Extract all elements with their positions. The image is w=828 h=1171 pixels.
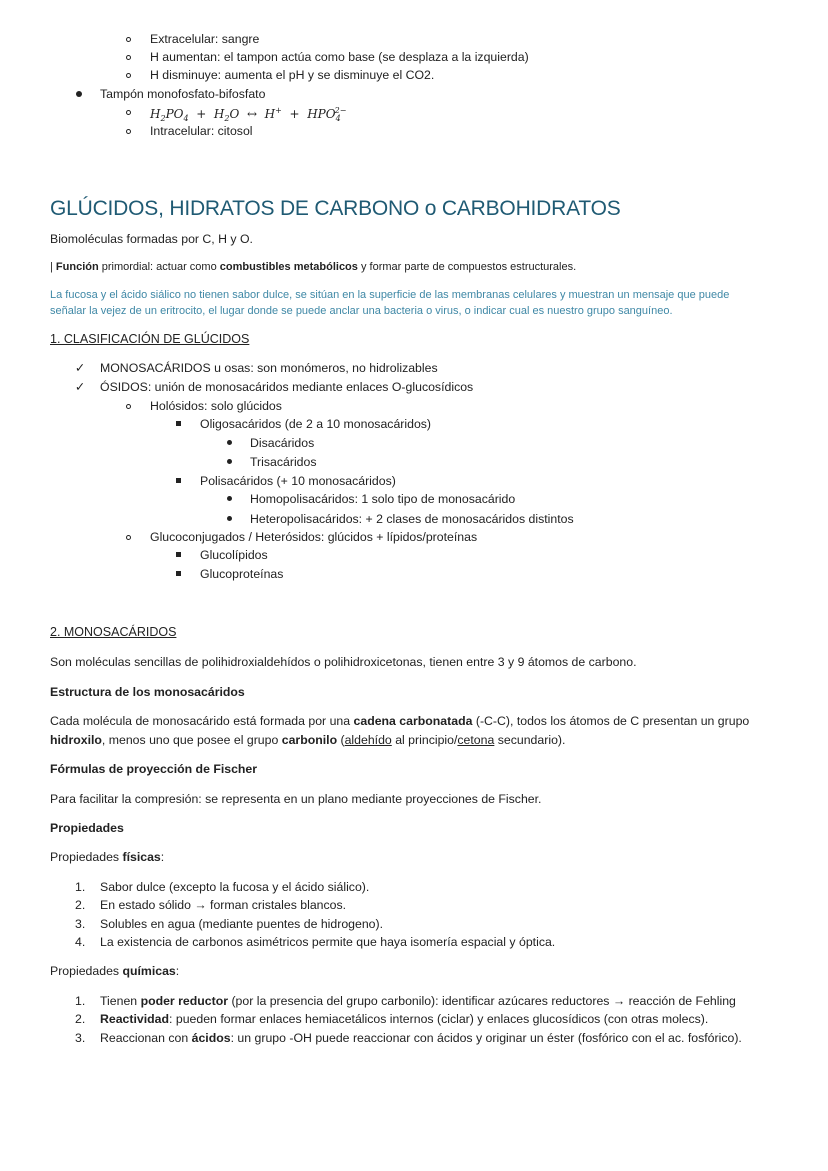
list-number: 2. bbox=[75, 1012, 86, 1026]
bullet-icon bbox=[76, 91, 82, 97]
list-item: Extracelular: sangre bbox=[150, 32, 260, 46]
estructura-line-1: Cada molécula de monosacárido está formada por una cadena carbonatada (-C-C), todos los átomos de C presentan un grupo bbox=[50, 714, 750, 728]
monosacaridos-heading: 2. MONOSACÁRIDOS bbox=[50, 625, 177, 639]
list-item: Reaccionan con ácidos: un grupo -OH puede reaccionar con ácidos y originar un éster (fosfórico con el ac. fosfórico). bbox=[100, 1031, 742, 1045]
list-item: Heteropolisacáridos: + 2 clases de monosacáridos distintos bbox=[250, 512, 574, 526]
circle-bullet-icon bbox=[126, 110, 131, 115]
list-item: Intracelular: citosol bbox=[150, 124, 253, 138]
list-item: Sabor dulce (excepto la fucosa y el ácido siálico). bbox=[100, 880, 370, 894]
circle-bullet-icon bbox=[126, 55, 131, 60]
bullet-icon bbox=[227, 459, 232, 464]
list-item: Tienen poder reductor (por la presencia del grupo carbonilo): identificar azúcares reductores → reacción de Fehling bbox=[100, 994, 736, 1008]
list-item: En estado sólido → forman cristales blancos. bbox=[100, 898, 347, 912]
list-item: MONOSACÁRIDOS u osas: son monómeros, no hidrolizables bbox=[100, 361, 438, 375]
circle-bullet-icon bbox=[126, 37, 131, 42]
list-item: Disacáridos bbox=[250, 436, 315, 450]
section-title: GLÚCIDOS, HIDRATOS DE CARBONO o CARBOHIDRATOS bbox=[50, 197, 621, 220]
list-number: 3. bbox=[75, 917, 86, 931]
list-number: 4. bbox=[75, 935, 86, 949]
circle-bullet-icon bbox=[126, 73, 131, 78]
list-item: Oligosacáridos (de 2 a 10 monosacáridos) bbox=[200, 417, 432, 431]
square-bullet-icon bbox=[176, 421, 181, 426]
list-item: Trisacáridos bbox=[250, 455, 317, 469]
list-item: La existencia de carbonos asimétricos permite que haya isomería espacial y óptica. bbox=[100, 935, 556, 949]
fischer-text: Para facilitar la compresión: se representa en un plano mediante proyecciones de Fischer. bbox=[50, 792, 542, 806]
fisicas-heading: Propiedades físicas: bbox=[50, 850, 165, 864]
list-item: Tampón monofosfato-bifosfato bbox=[100, 87, 266, 101]
list-item: H aumentan: el tampon actúa como base (se desplaza a la izquierda) bbox=[150, 50, 529, 64]
circle-bullet-icon bbox=[126, 404, 131, 409]
phosphate-equation: $H_2PO_4 + H_2O$ ↔ $H^+ + HPO_4^{2-}$ bbox=[150, 106, 347, 123]
list-item: Homopolisacáridos: 1 solo tipo de monosacárido bbox=[250, 492, 516, 506]
list-item: Glucoproteínas bbox=[200, 567, 284, 581]
clasificacion-heading: 1. CLASIFICACIÓN DE GLÚCIDOS bbox=[50, 332, 250, 346]
square-bullet-icon bbox=[176, 552, 181, 557]
circle-bullet-icon bbox=[126, 129, 131, 134]
estructura-line-2: hidroxilo, menos uno que posee el grupo carbonilo (aldehído al principio/cetona secundario). bbox=[50, 733, 566, 747]
list-item: ÓSIDOS: unión de monosacáridos mediante enlaces O-glucosídicos bbox=[100, 380, 474, 394]
bullet-icon bbox=[227, 440, 232, 445]
bullet-icon bbox=[227, 496, 232, 501]
list-item: Reactividad: pueden formar enlaces hemiacetálicos internos (ciclar) y enlaces glucosídicos (con otras molecs). bbox=[100, 1012, 709, 1026]
list-item: Holósidos: solo glúcidos bbox=[150, 399, 282, 413]
square-bullet-icon bbox=[176, 571, 181, 576]
list-item: Polisacáridos (+ 10 monosacáridos) bbox=[200, 474, 396, 488]
note-line-2: señalar la vejez de un eritrocito, el lugar donde se puede anclar una bacteria o virus, o indicar cual es nuestro grupo sanguíneo. bbox=[50, 305, 673, 317]
note-line-1: La fucosa y el ácido siálico no tienen sabor dulce, se sitúan en la superficie de las membranas celulares y muestran un mensaje que puede bbox=[50, 289, 730, 301]
checkmark-icon: ✓ bbox=[74, 380, 86, 394]
monosacaridos-intro: Son moléculas sencillas de polihidroxialdehídos o polihidroxicetonas, tienen entre 3 y 9 átomos de carbono. bbox=[50, 655, 637, 669]
quimicas-heading: Propiedades químicas: bbox=[50, 964, 180, 978]
bullet-icon bbox=[227, 516, 232, 521]
list-number: 1. bbox=[75, 880, 86, 894]
funcion-text: | Función primordial: actuar como combustibles metabólicos y formar parte de compuestos estructurales. bbox=[50, 261, 577, 273]
circle-bullet-icon bbox=[126, 535, 131, 540]
propiedades-heading: Propiedades bbox=[50, 821, 124, 835]
list-item: Glucoconjugados / Heterósidos: glúcidos + lípidos/proteínas bbox=[150, 530, 478, 544]
list-number: 1. bbox=[75, 994, 86, 1008]
checkmark-icon: ✓ bbox=[74, 361, 86, 375]
list-item: H disminuye: aumenta el pH y se disminuye el CO2. bbox=[150, 68, 435, 82]
list-number: 2. bbox=[75, 898, 86, 912]
fischer-heading: Fórmulas de proyección de Fischer bbox=[50, 762, 258, 776]
estructura-heading: Estructura de los monosacáridos bbox=[50, 685, 245, 699]
list-item: Glucolípidos bbox=[200, 548, 268, 562]
intro-text: Biomoléculas formadas por C, H y O. bbox=[50, 232, 253, 246]
list-number: 3. bbox=[75, 1031, 86, 1045]
square-bullet-icon bbox=[176, 478, 181, 483]
list-item: Solubles en agua (mediante puentes de hidrogeno). bbox=[100, 917, 384, 931]
